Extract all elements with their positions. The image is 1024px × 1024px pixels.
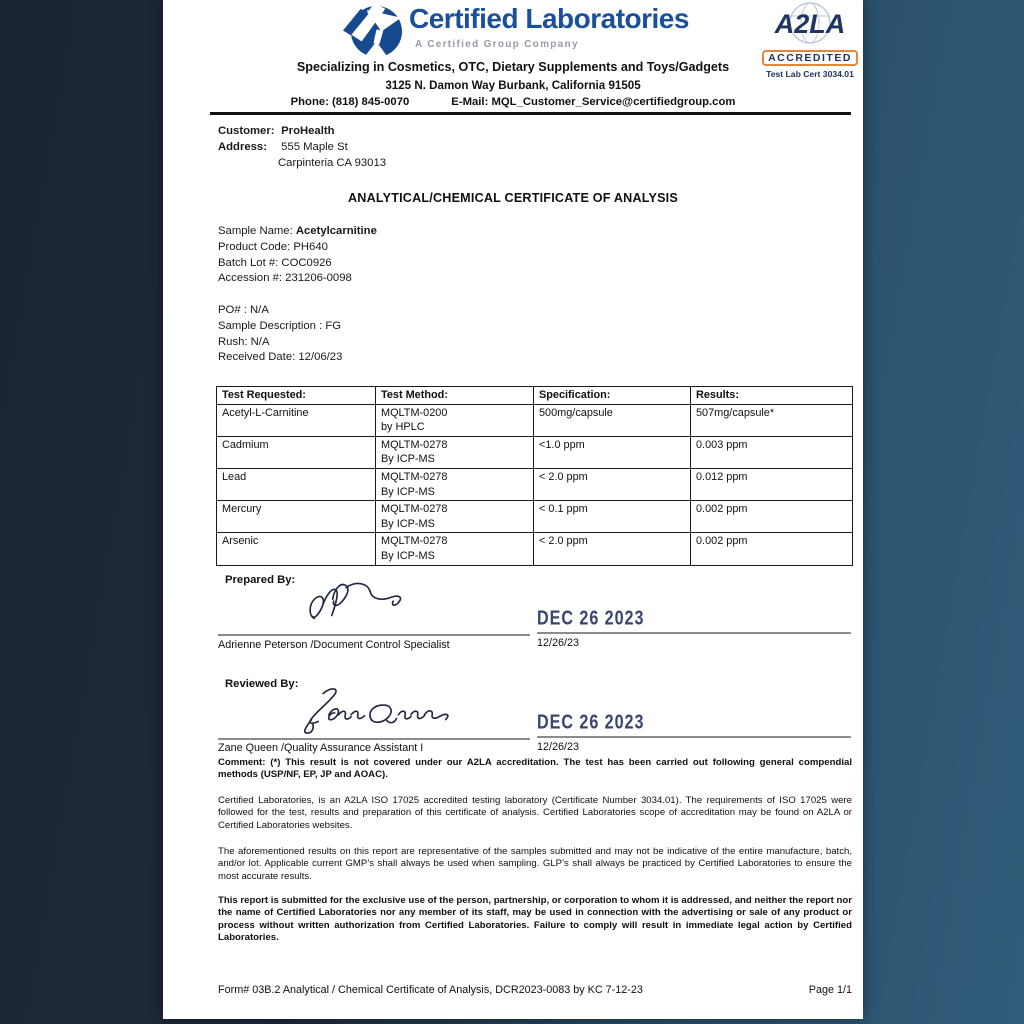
reviewed-signature-line xyxy=(218,738,530,740)
cell-method xyxy=(376,436,534,468)
accession-row: Accession #: 231206-0098 xyxy=(218,272,352,285)
svg-text:A2LA: A2LA xyxy=(774,9,846,39)
a2la-globe-icon xyxy=(760,2,860,48)
table-row xyxy=(217,436,853,468)
method-line1: MQLTM-0278 xyxy=(381,470,448,483)
reviewed-signature xyxy=(291,680,471,741)
cell-result: 0.012 ppm xyxy=(691,468,853,500)
certified-laboratories-logo-icon xyxy=(341,1,404,65)
prepared-signature xyxy=(298,580,448,633)
cell-test: Lead xyxy=(217,468,376,500)
method-line2: By ICP-MS xyxy=(381,453,435,466)
company-contact-row xyxy=(183,96,843,108)
sample-info-block xyxy=(218,224,377,366)
table-row xyxy=(217,533,853,565)
cell-test: Mercury xyxy=(217,501,376,533)
customer-address-line1: 555 Maple St xyxy=(281,141,348,153)
sample-name-row xyxy=(218,224,377,240)
prepared-signature-line xyxy=(218,634,530,636)
cell-method xyxy=(376,533,534,565)
reviewed-by-label: Reviewed By: xyxy=(225,678,299,690)
product-code-row: Product Code: PH640 xyxy=(218,240,328,253)
cell-test: Acetyl-L-Carnitine xyxy=(217,404,376,436)
cell-spec: < 0.1 ppm xyxy=(534,501,691,533)
results-disclaimer-paragraph: The aforementioned results on this report are representative of the samples submitted and may not be indicative of the entire manufacture, batch, and/or lot. Applicable current GMP’s shall always be used when sampling. GLP’s shall always be practiced by Certified Laboratories to ensure the most accurate results. xyxy=(218,846,852,882)
reviewed-date-stamp: DEC 26 2023 xyxy=(537,711,645,734)
received-date-row: Received Date: 12/06/23 xyxy=(218,351,343,364)
company-email: E-Mail: MQL_Customer_Service@certifiedgroup.com xyxy=(451,96,736,108)
prepared-date: 12/26/23 xyxy=(537,637,580,649)
method-line2: By ICP-MS xyxy=(381,549,435,562)
cell-result: 0.002 ppm xyxy=(691,533,853,565)
method-line1: MQLTM-0200 xyxy=(381,406,448,419)
cell-result: 0.002 ppm xyxy=(691,501,853,533)
reviewed-name-title: Zane Queen /Quality Assurance Assistant I xyxy=(218,742,424,754)
customer-address-row xyxy=(218,140,348,156)
cell-method xyxy=(376,468,534,500)
prepared-date-stamp: DEC 26 2023 xyxy=(537,607,645,630)
company-address: 3125 N. Damon Way Burbank, California 91505 xyxy=(385,79,641,92)
document-title: ANALYTICAL/CHEMICAL CERTIFICATE OF ANALYSIS xyxy=(348,191,678,205)
cell-test: Arsenic xyxy=(217,533,376,565)
rush-row: Rush: N/A xyxy=(218,335,270,348)
prepared-name-title: Adrienne Peterson /Document Control Specialist xyxy=(218,639,450,651)
customer-name: ProHealth xyxy=(281,125,335,137)
cell-method xyxy=(376,501,534,533)
table-header-row xyxy=(217,387,853,405)
po-row: PO# : N/A xyxy=(218,303,269,316)
cell-method xyxy=(376,404,534,436)
customer-label: Customer: xyxy=(218,125,275,137)
reviewed-date-line xyxy=(537,736,851,738)
certificate-page xyxy=(163,0,863,1019)
method-line2: By ICP-MS xyxy=(381,485,435,498)
method-line1: MQLTM-0278 xyxy=(381,438,448,451)
a2la-cert-number: Test Lab Cert 3034.01 xyxy=(766,69,854,79)
cell-spec: 500mg/capsule xyxy=(534,404,691,436)
table-row xyxy=(217,468,853,500)
sample-description-row: Sample Description : FG xyxy=(218,319,342,332)
col-header-test-requested: Test Requested: xyxy=(217,387,376,405)
reviewed-date: 12/26/23 xyxy=(537,741,580,753)
table-row xyxy=(217,501,853,533)
company-subtitle: A Certified Group Company xyxy=(415,39,579,50)
sample-name-label: Sample Name: xyxy=(218,225,296,237)
company-tagline: Specializing in Cosmetics, OTC, Dietary Supplements and Toys/Gadgets xyxy=(296,60,730,74)
cell-result: 507mg/capsule* xyxy=(691,404,853,436)
batch-lot-row: Batch Lot #: COC0926 xyxy=(218,256,332,269)
accreditation-paragraph: Certified Laboratories, is an A2LA ISO 17025 accredited testing laboratory (Certificate Number 3034.01). The requirements of ISO 17025 were followed for the test, results and preparation of this certificate of analysis. Certified Laboratories scope of accreditation may be found on A2LA or Certified Laboratories websites. xyxy=(218,795,852,831)
col-header-results: Results: xyxy=(691,387,853,405)
customer-address-line2: Carpinteria CA 93013 xyxy=(278,157,387,169)
page-footer xyxy=(218,984,852,996)
company-phone: Phone: (818) 845-0070 xyxy=(290,96,410,108)
header-divider xyxy=(210,112,851,115)
method-line2: by HPLC xyxy=(381,421,425,434)
address-label: Address: xyxy=(218,141,267,153)
results-table xyxy=(216,386,853,566)
a2la-accredited-label: ACCREDITED xyxy=(762,50,858,66)
footer-form-number: Form# 03B.2 Analytical / Chemical Certificate of Analysis, DCR2023-0083 by KC 7-12-23 xyxy=(218,984,643,996)
exclusive-use-paragraph: This report is submitted for the exclusive use of the person, partnership, or corporation to whom it is addressed, and neither the report nor the name of Certified Laboratories nor any member of its staff, may be used in connection with the advertising or sale of any product or process without written authorization from Certified Laboratories. Failure to comply will result in immediate legal action by Certified Laboratories. xyxy=(218,895,852,944)
company-name: Certified Laboratories xyxy=(409,3,689,34)
sample-name-value: Acetylcarnitine xyxy=(295,225,377,237)
prepared-date-line xyxy=(537,632,851,634)
spacer xyxy=(218,287,377,303)
comment-paragraph: Comment: (*) This result is not covered under our A2LA accreditation. The test has been carried out following general compendial methods (USP/NF, EP, JP and AOAC). xyxy=(218,757,852,781)
cell-spec: < 2.0 ppm xyxy=(534,533,691,565)
table-row xyxy=(217,404,853,436)
method-line1: MQLTM-0278 xyxy=(381,503,448,516)
cell-spec: < 2.0 ppm xyxy=(534,468,691,500)
method-line1: MQLTM-0278 xyxy=(381,535,448,548)
cell-result: 0.003 ppm xyxy=(691,436,853,468)
prepared-by-label: Prepared By: xyxy=(225,574,296,586)
footer-page-number: Page 1/1 xyxy=(808,984,852,996)
customer-row xyxy=(218,124,335,140)
method-line2: By ICP-MS xyxy=(381,517,435,530)
cell-spec: <1.0 ppm xyxy=(534,436,691,468)
col-header-test-method: Test Method: xyxy=(376,387,534,405)
col-header-specification: Specification: xyxy=(534,387,691,405)
cell-test: Cadmium xyxy=(217,436,376,468)
